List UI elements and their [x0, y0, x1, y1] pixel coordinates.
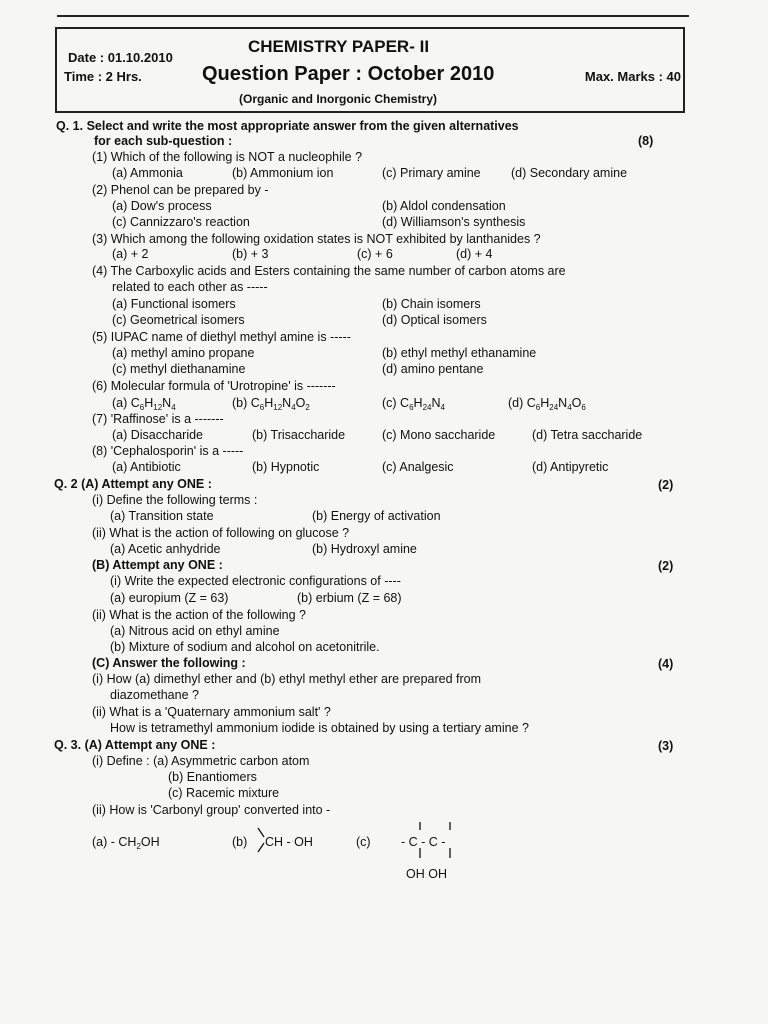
q2c-i: (i) How (a) dimethyl ether and (b) ethyl methyl ether are prepared from: [92, 672, 482, 686]
q2b-marks: (2): [658, 559, 674, 573]
top-rule: [57, 15, 689, 17]
q2b-i: (i) Write the expected electronic configurations of ----: [110, 574, 401, 588]
paper-title: CHEMISTRY PAPER- II: [248, 37, 430, 56]
q1-marks: (8): [638, 134, 654, 148]
q3a-ii: (ii) How is 'Carbonyl group' converted into -: [92, 803, 331, 817]
q2a-heading: Q. 2 (A) Attempt any ONE :: [54, 477, 212, 491]
q1-item-2-opt-c: (c) Cannizzaro's reaction: [112, 215, 250, 229]
q1-item-1-opt-b: (b) Ammonium ion: [232, 166, 334, 180]
q2b-i-opt-a: (a) europium (Z = 63): [110, 591, 229, 605]
q1-item-5-opt-b: (b) ethyl methyl ethanamine: [382, 346, 537, 360]
q1-item-1-opt-c: (c) Primary amine: [382, 166, 481, 180]
q1-item-5-opt-a: (a) methyl amino propane: [112, 346, 255, 360]
q2a-i-opt-a: (a) Transition state: [110, 509, 214, 523]
q2c-ii: (ii) What is a 'Quaternary ammonium salt' ?: [92, 705, 331, 719]
q1-item-5-opt-c: (c) methyl diethanamine: [112, 362, 246, 376]
q2a-ii-opt-b: (b) Hydroxyl amine: [312, 542, 417, 556]
q2a-i: (i) Define the following terms :: [92, 493, 258, 507]
q1-item-1: (1) Which of the following is NOT a nucleophile ?: [92, 150, 363, 164]
q2c-ii-cont: How is tetramethyl ammonium iodide is obtained by using a tertiary amine ?: [110, 721, 529, 735]
q1-item-1-opt-d: (d) Secondary amine: [511, 166, 628, 180]
q2b-heading: (B) Attempt any ONE :: [92, 558, 223, 572]
max-marks: Max. Marks : 40: [584, 69, 681, 84]
q1-item-4-opt-c: (c) Geometrical isomers: [112, 313, 245, 327]
q1-item-6-opt-a: (a) $C_6H_{12}N_4$: [112, 396, 176, 412]
q1-item-7-opt-b: (b) Trisaccharide: [252, 428, 346, 442]
q3a-i-b: (b) Enantiomers: [168, 770, 257, 784]
q3a-i-define: (i) Define : (a) Asymmetric carbon atom: [92, 754, 310, 768]
q1-item-3: (3) Which among the following oxidation states is NOT exhibited by lanthanides ?: [92, 232, 541, 246]
exam-date: Date : 01.10.2010: [68, 50, 173, 65]
q2b-ii: (ii) What is the action of the following ?: [92, 608, 306, 622]
q2c-marks: (4): [658, 657, 674, 671]
q1-item-3-opt-d: (d) + 4: [456, 247, 493, 261]
q3a-heading: Q. 3. (A) Attempt any ONE :: [54, 738, 216, 752]
q2b-i-opt-b: (b) erbium (Z = 68): [297, 591, 402, 605]
q1-heading-cont: for each sub-question :: [94, 134, 233, 148]
q2b-ii-a: (a) Nitrous acid on ethyl amine: [110, 624, 280, 638]
q3a-ii-opt-b: CH - OH: [265, 835, 313, 849]
q3a-ii-opt-c: - C - C -: [401, 835, 446, 849]
q3a-ii-opt-c-label: (c): [356, 835, 371, 849]
q1-item-4-cont: related to each other as -----: [112, 280, 268, 294]
q3a-marks: (3): [658, 739, 674, 753]
q1-item-5-opt-d: (d) amino pentane: [382, 362, 484, 376]
q1-item-2-opt-b: (b) Aldol condensation: [382, 199, 506, 213]
q2c-i-cont: diazomethane ?: [110, 688, 199, 702]
q2a-i-opt-b: (b) Energy of activation: [312, 509, 441, 523]
q3a-ii-opt-b-label: (b): [232, 835, 248, 849]
q3a-ii-opt-c-oh: OH OH: [406, 867, 447, 881]
q1-item-3-opt-b: (b) + 3: [232, 247, 269, 261]
q1-item-5: (5) IUPAC name of diethyl methyl amine is -----: [92, 330, 351, 344]
q3a-ii-opt-a: $(a) - CH_2OH$: [92, 835, 160, 851]
q1-item-4-opt-d: (d) Optical isomers: [382, 313, 487, 327]
q1-item-4-opt-a: (a) Functional isomers: [112, 297, 236, 311]
paper-subject: (Organic and Inorgonic Chemistry): [239, 92, 438, 106]
paper-subtitle: Question Paper : October 2010: [202, 63, 495, 85]
q1-item-6-opt-b: (b) $C_6H_{12}N_4O_2$: [232, 396, 310, 412]
q1-item-2-opt-d: (d) Williamson's synthesis: [382, 215, 526, 229]
exam-time: Time : 2 Hrs.: [64, 69, 142, 84]
paper-header: [55, 27, 685, 113]
q2a-marks: (2): [658, 478, 674, 492]
q1-item-6-opt-d: (d) $C_6H_{24}N_4O_6$: [508, 396, 586, 412]
q1-item-7: (7) 'Raffinose' is a -------: [92, 412, 224, 426]
q1-item-4: (4) The Carboxylic acids and Esters containing the same number of carbon atoms are: [92, 264, 566, 278]
q1-item-8-opt-b: (b) Hypnotic: [252, 460, 320, 474]
q1-item-8-opt-c: (c) Analgesic: [382, 460, 454, 474]
q1-item-8-opt-a: (a) Antibiotic: [112, 460, 181, 474]
q2a-ii: (ii) What is the action of following on glucose ?: [92, 526, 350, 540]
q1-item-8-opt-d: (d) Antipyretic: [532, 460, 609, 474]
q1-item-3-opt-c: (c) + 6: [357, 247, 393, 261]
q1-item-1-opt-a: (a) Ammonia: [112, 166, 183, 180]
q1-item-7-opt-c: (c) Mono saccharide: [382, 428, 496, 442]
q1-item-4-opt-b: (b) Chain isomers: [382, 297, 481, 311]
q3a-i-c: (c) Racemic mixture: [168, 786, 280, 800]
q2a-ii-opt-a: (a) Acetic anhydride: [110, 542, 221, 556]
q1-item-6-opt-c: (c) $C_6H_{24}N_4$: [382, 396, 445, 412]
q1-item-2-opt-a: (a) Dow's process: [112, 199, 212, 213]
q1-item-8: (8) 'Cephalosporin' is a -----: [92, 444, 244, 458]
q1-item-7-opt-d: (d) Tetra saccharide: [532, 428, 643, 442]
q1-item-7-opt-a: (a) Disaccharide: [112, 428, 204, 442]
q1-item-2: (2) Phenol can be prepared by -: [92, 183, 269, 197]
q2c-heading: (C) Answer the following :: [92, 656, 246, 670]
q2b-ii-b: (b) Mixture of sodium and alcohol on acetonitrile.: [110, 640, 380, 654]
q1-item-6: (6) Molecular formula of 'Urotropine' is -------: [92, 379, 336, 393]
q1-heading: Q. 1. Select and write the most appropriate answer from the given alternatives: [56, 119, 519, 133]
q1-item-3-opt-a: (a) + 2: [112, 247, 149, 261]
